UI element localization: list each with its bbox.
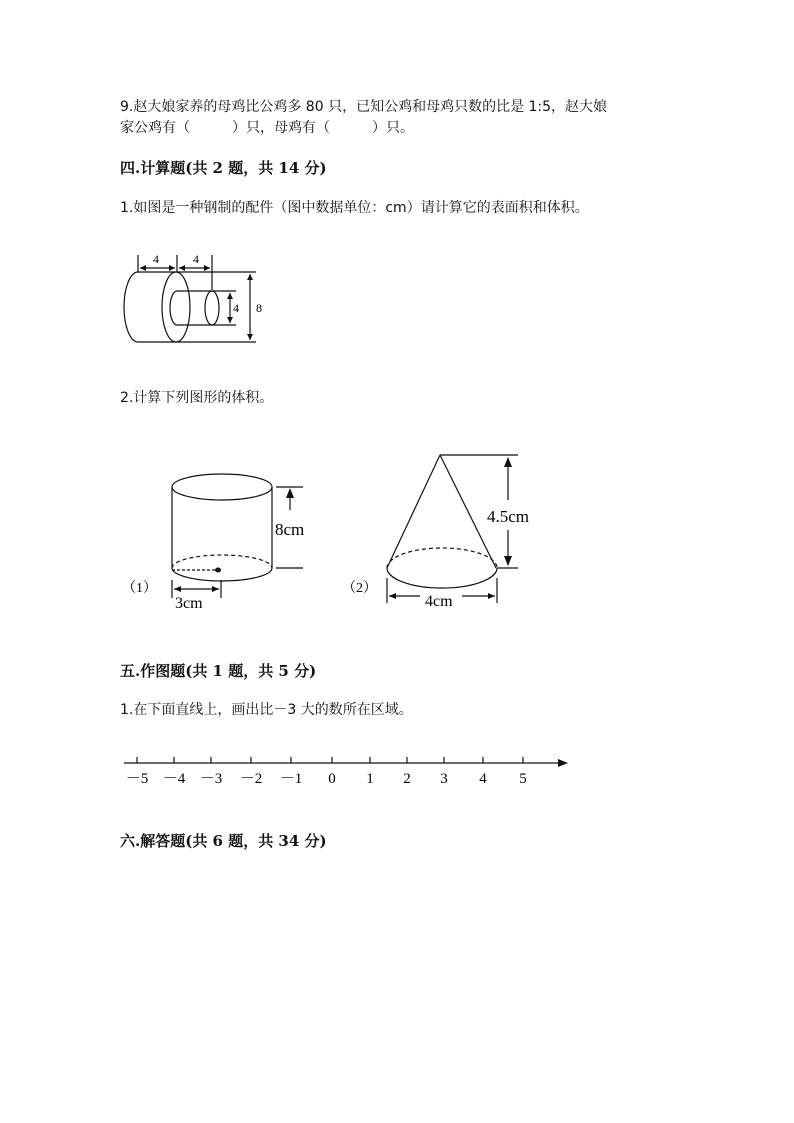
dim-top-left-label: 4 (153, 252, 159, 266)
q9-line2: 家公鸡有（ ）只，母鸡有（ ）只。 (120, 120, 414, 136)
number-line-label: 3 (440, 771, 448, 787)
cylinder-height-label: 8cm (275, 520, 305, 539)
cylinder-label: （1） (122, 581, 157, 596)
dim-top-right-label: 4 (193, 252, 199, 266)
number-line-label: －4 (162, 771, 186, 787)
number-line-label: －5 (125, 771, 149, 787)
section5-title: 五.作图题(共 1 题，共 5 分) (120, 662, 317, 680)
cone-height-label: 4.5cm (487, 507, 530, 526)
cone-label: （2） (342, 581, 377, 596)
dim-outer-label: 8 (256, 301, 262, 315)
number-line-label: 0 (328, 771, 336, 787)
number-line-label: －2 (239, 771, 263, 787)
cylinder-radius-label: 3cm (175, 595, 203, 612)
section5-q1: 1.在下面直线上，画出比－3 大的数所在区域。 (120, 702, 413, 718)
number-line-label: 2 (403, 771, 411, 787)
q9-line1: 9.赵大娘家养的母鸡比公鸡多 80 只，已知公鸡和母鸡只数的比是 1:5，赵大娘 (120, 99, 608, 115)
number-line-label: 4 (479, 771, 487, 787)
section4-q2: 2.计算下列图形的体积。 (120, 390, 274, 406)
dim-inner-label: 4 (233, 301, 239, 315)
number-line-label: －3 (199, 771, 223, 787)
number-line-label: －1 (279, 771, 303, 787)
section4-q1: 1.如图是一种钢制的配件（图中数据单位：cm）请计算它的表面积和体积。 (120, 200, 589, 216)
section6-title: 六.解答题(共 6 题，共 34 分) (120, 832, 327, 850)
number-line-label: 1 (366, 771, 374, 787)
number-line-label: 5 (519, 771, 527, 787)
section4-title: 四.计算题(共 2 题，共 14 分) (120, 159, 327, 177)
cone-diameter-label: 4cm (425, 593, 453, 610)
